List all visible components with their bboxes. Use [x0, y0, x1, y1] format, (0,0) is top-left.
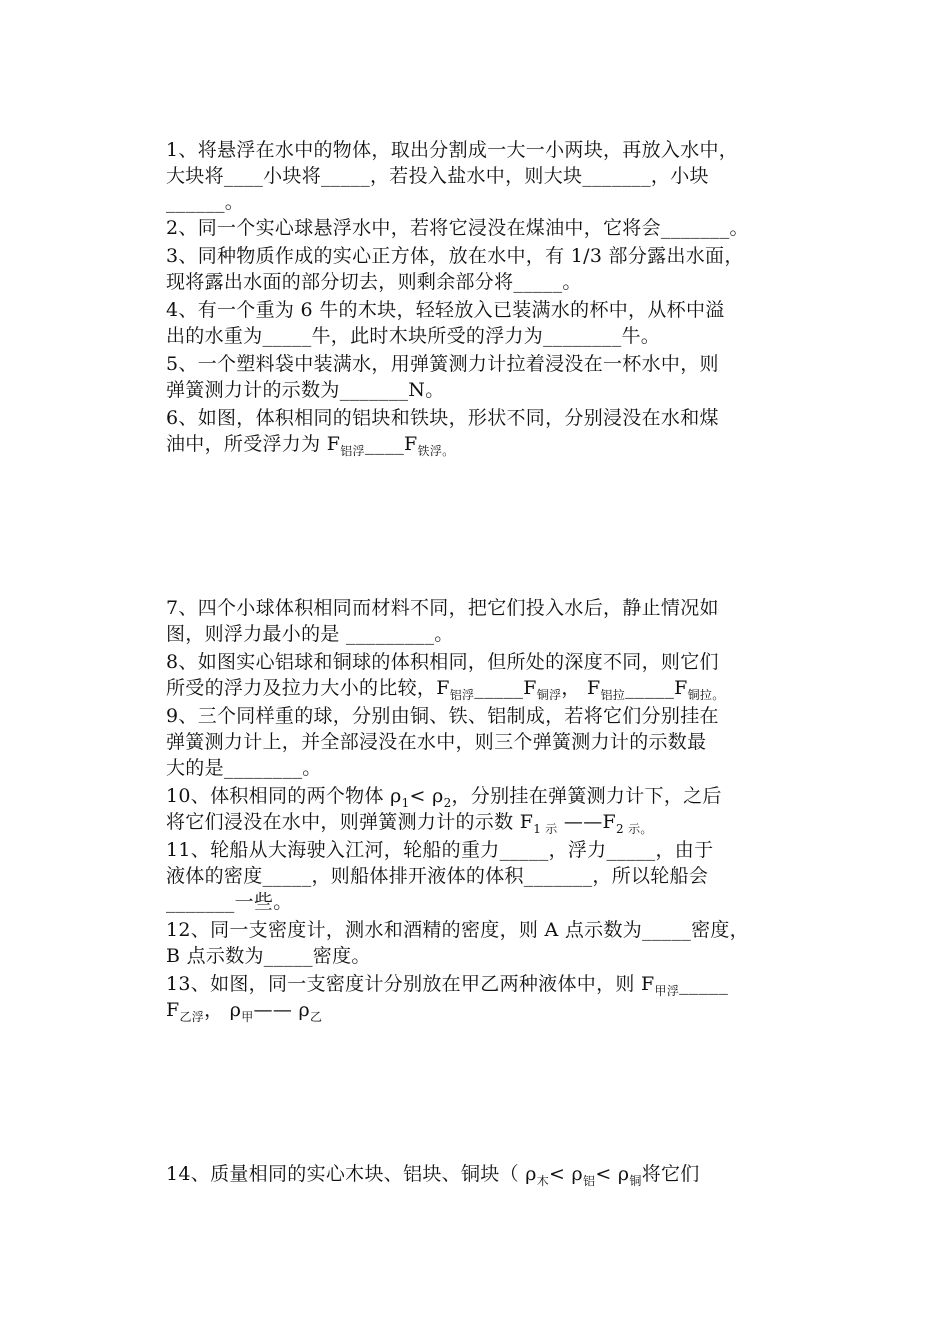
q7-line-2: 图，则浮力最小的是 _________。: [166, 623, 454, 645]
q10-lt: <: [409, 785, 426, 807]
q11-line-3: _______一些。: [166, 891, 293, 913]
q14-sub-1: 木: [536, 1174, 549, 1188]
q8-sub-3: 铝拉: [600, 688, 626, 702]
q13-blank-2: —— ρ: [253, 999, 310, 1021]
q10-rest: ，分别挂在弹簧测力计下，之后: [451, 785, 722, 807]
q10-rho2: ρ: [425, 785, 444, 807]
q8-mid: ， F: [561, 677, 601, 699]
q10-line-1: [166, 783, 786, 811]
q8-sub-4: 铜拉。: [687, 688, 725, 702]
q8-blank-1: _____F: [474, 677, 537, 699]
q4-line-1: 4、有一个重为 6 牛的木块，轻轻放入已装满水的杯中，从杯中溢: [166, 299, 725, 321]
q13-line-2: [166, 997, 786, 1025]
q9-line-1: 9、三个同样重的球，分别由铜、铁、铝制成，若将它们分别挂在: [166, 705, 719, 727]
q5-line-1: 5、一个塑料袋中装满水，用弹簧测力计拉着浸没在一杯水中，则: [166, 353, 719, 375]
q3-line-1: 3、同种物质作成的实心正方体，放在水中，有 1/3 部分露出水面，: [166, 245, 744, 267]
q13-text: 13、如图，同一支密度计分别放在甲乙两种液体中，则 F: [166, 973, 655, 995]
q8-sub-1: 铝浮: [449, 688, 475, 702]
q10-text-2: 将它们浸没在水中，则弹簧测力计的示数: [166, 811, 514, 833]
q13-sub-3: 甲: [241, 1010, 254, 1024]
q14-sub-3: 铜: [629, 1174, 642, 1188]
q8-line-2: [166, 675, 786, 703]
q6-text: 油中，所受浮力为 F: [166, 433, 341, 455]
q14-line-1: [166, 1161, 786, 1189]
q10-line-2: [166, 809, 786, 837]
q6-sub-1: 铝浮: [340, 444, 365, 458]
q14-lt-1: < ρ: [549, 1163, 584, 1185]
q2-line-1: 2、同一个实心球悬浮水中，若将它浸没在煤油中，它将会_______。: [166, 217, 749, 239]
q3-line-2: 现将露出水面的部分切去，则剩余部分将_____。: [166, 271, 582, 293]
q12-line-1: 12、同一支密度计，测水和酒精的密度，则 A 点示数为_____密度，: [166, 919, 749, 941]
q10-sub-4: 2 示。: [616, 822, 653, 836]
q8-blank-2: _____F: [625, 677, 688, 699]
q10-sub-2: 2: [443, 796, 452, 810]
q12-line-2: B 点示数为_____密度。: [166, 945, 371, 967]
q13-line-1: [166, 971, 786, 999]
q14-lt-2: < ρ: [595, 1163, 630, 1185]
q10-text: 10、体积相同的两个物体 ρ: [166, 785, 402, 807]
q9-line-3: 大的是________。: [166, 757, 322, 779]
q10-f1: F: [513, 811, 534, 833]
q13-sub-1: 甲浮: [654, 984, 680, 998]
q13-blank: _____: [679, 973, 729, 995]
q11-line-2: 液体的密度_____，则船体排开液体的体积_______，所以轮船会: [166, 865, 709, 887]
q10-blank: ——F: [557, 811, 617, 833]
q1-line-3: ______。: [166, 191, 245, 213]
q11-line-1: 11、轮船从大海驶入江河，轮船的重力_____，浮力_____，由于: [166, 839, 714, 861]
q13-mid: ， ρ: [204, 999, 242, 1021]
q10-sub-1: 1: [401, 796, 410, 810]
q14-rest: 将它们: [641, 1163, 700, 1185]
q13-sub-4: 乙: [309, 1010, 323, 1024]
q14-sub-2: 铝: [583, 1174, 596, 1188]
q1-line-1: 1、将悬浮在水中的物体，取出分割成一大一小两块，再放入水中，: [166, 139, 739, 161]
q5-line-2: 弹簧测力计的示数为_______N。: [166, 379, 445, 401]
q7-line-1: 7、四个小球体积相同而材料不同，把它们投入水后，静止情况如: [166, 597, 719, 619]
q10-sub-3: 1 示: [533, 822, 558, 836]
q14-text: 14、质量相同的实心木块、铝块、铜块（ ρ: [166, 1163, 537, 1185]
q6-sub-2: 铁浮。: [417, 444, 455, 458]
q8-line-1: 8、如图实心铝球和铜球的体积相同，但所处的深度不同，则它们: [166, 651, 719, 673]
q8-text: 所受的浮力及拉力大小的比较，F: [166, 677, 450, 699]
q6-line-1: 6、如图，体积相同的铝块和铁块，形状不同，分别浸没在水和煤: [166, 407, 719, 429]
q1-line-2: 大块将____小块将_____，若投入盐水中，则大块_______，小块: [166, 165, 709, 187]
q13-sub-2: 乙浮: [179, 1010, 205, 1024]
q4-line-2: 出的水重为_____牛，此时木块所受的浮力为________牛。: [166, 325, 661, 347]
q6-blank: ____F: [364, 433, 418, 455]
q6-line-2: [166, 431, 786, 459]
q8-sub-2: 铜浮: [536, 688, 562, 702]
q9-line-2: 弹簧测力计上，并全部浸没在水中，则三个弹簧测力计的示数最: [166, 731, 707, 753]
q13-f: F: [166, 999, 180, 1021]
